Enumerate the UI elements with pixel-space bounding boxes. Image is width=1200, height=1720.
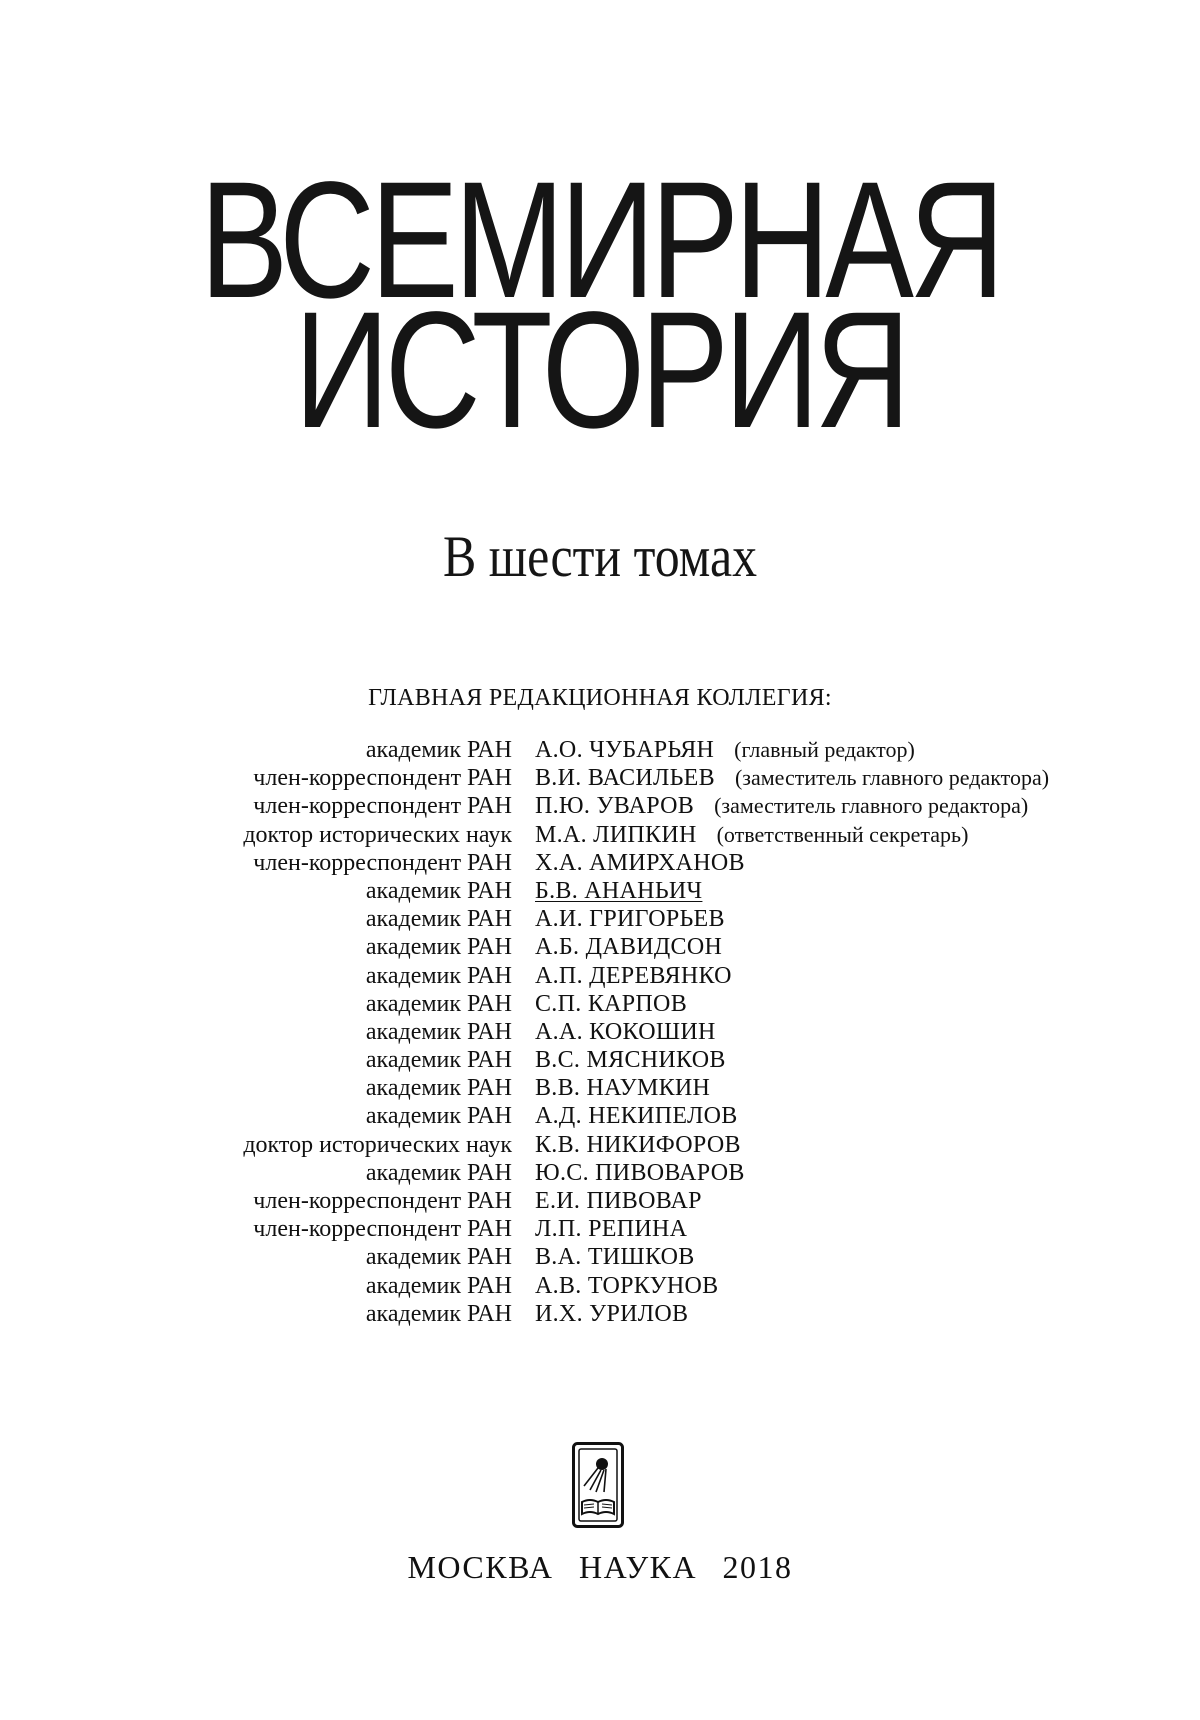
member-title: доктор исторических наук (243, 821, 512, 848)
board-member (0, 990, 1200, 1018)
nauka-publisher-logo-icon (572, 1442, 624, 1528)
member-title: доктор исторических наук (243, 1131, 512, 1158)
member-name: Х.А. АМИРХАНОВ (535, 849, 745, 876)
member-title: академик РАН (365, 1244, 512, 1271)
member-name: К.В. НИКИФОРОВ (535, 1131, 741, 1158)
member-name: И.Х. УРИЛОВ (535, 1300, 689, 1327)
member-name: В.И. ВАСИЛЬЕВ (заместитель главного редактора) (535, 765, 1050, 792)
member-name: А.В. ТОРКУНОВ (535, 1272, 719, 1299)
board-member (0, 764, 1200, 792)
member-role: (заместитель главного редактора) (714, 793, 1029, 819)
board-member (0, 1272, 1200, 1300)
board-member (0, 1159, 1200, 1187)
member-name: С.П. КАРПОВ (535, 990, 687, 1017)
member-name: Б.В. АНАНЬИЧ (535, 877, 703, 904)
member-name: М.А. ЛИПКИН (ответственный секретарь) (535, 821, 969, 848)
publisher-imprint: МОСКВА НАУКА 2018 (407, 1549, 793, 1585)
member-name: А.П. ДЕРЕВЯНКО (535, 962, 732, 989)
board-member (0, 1074, 1200, 1102)
member-name: П.Ю. УВАРОВ (заместитель главного редактора) (535, 793, 1029, 820)
member-title: академик РАН (365, 877, 512, 904)
member-title: академик РАН (365, 962, 512, 989)
member-role: (ответственный секретарь) (716, 821, 969, 847)
member-title: академик РАН (365, 1018, 512, 1045)
board-member (0, 1102, 1200, 1130)
member-name: А.И. ГРИГОРЬЕВ (535, 906, 725, 933)
board-member (0, 1187, 1200, 1215)
member-title: академик РАН (365, 1047, 512, 1074)
board-member (0, 877, 1200, 905)
member-title: член-корреспондент РАН (253, 1216, 512, 1243)
book-title-line-1: ВСЕМИРНАЯ (199, 148, 1001, 333)
member-name: Е.И. ПИВОВАР (535, 1188, 702, 1214)
member-title: академик РАН (365, 1103, 512, 1130)
board-member (0, 1131, 1200, 1159)
member-name: В.С. МЯСНИКОВ (535, 1047, 726, 1074)
member-title: академик РАН (365, 934, 512, 961)
member-title: академик РАН (365, 737, 512, 763)
member-title: академик РАН (365, 1300, 512, 1327)
member-title: академик РАН (365, 1075, 512, 1102)
member-title: академик РАН (365, 906, 512, 933)
subtitle: В шести томах (442, 524, 758, 589)
member-title: член-корреспондент РАН (253, 765, 512, 792)
member-title: академик РАН (365, 1159, 512, 1186)
board-member (0, 1215, 1200, 1243)
member-name: А.А. КОКОШИН (535, 1018, 716, 1045)
member-name: Л.П. РЕПИНА (535, 1216, 688, 1243)
board-member (0, 1300, 1200, 1328)
member-name: В.А. ТИШКОВ (535, 1244, 695, 1271)
member-role: (заместитель главного редактора) (734, 765, 1050, 791)
member-title: член-корреспондент РАН (253, 849, 512, 876)
board-member (0, 905, 1200, 933)
member-name: Ю.С. ПИВОВАРОВ (535, 1159, 745, 1186)
member-name: В.В. НАУМКИН (535, 1075, 711, 1102)
board-member (0, 849, 1200, 877)
board-member (0, 933, 1200, 961)
member-role: (главный редактор) (734, 737, 915, 762)
board-member (0, 736, 1200, 764)
member-title: академик РАН (365, 1272, 512, 1299)
book-title-line-2: ИСТОРИЯ (294, 278, 906, 463)
member-name: А.О. ЧУБАРЬЯН (главный редактор) (535, 737, 915, 763)
member-title: академик РАН (365, 990, 512, 1017)
board-member (0, 1046, 1200, 1074)
board-member (0, 1018, 1200, 1046)
editorial-board-heading: ГЛАВНАЯ РЕДАКЦИОННАЯ КОЛЛЕГИЯ: (368, 685, 832, 711)
board-member (0, 962, 1200, 990)
board-member (0, 792, 1200, 820)
editorial-board-list (0, 736, 1200, 1328)
member-name: А.Д. НЕКИПЕЛОВ (535, 1103, 738, 1130)
board-member (0, 821, 1200, 849)
member-title: член-корреспондент РАН (253, 793, 512, 820)
member-title: член-корреспондент РАН (253, 1188, 512, 1214)
member-name: А.Б. ДАВИДСОН (535, 934, 723, 961)
board-member (0, 1243, 1200, 1271)
